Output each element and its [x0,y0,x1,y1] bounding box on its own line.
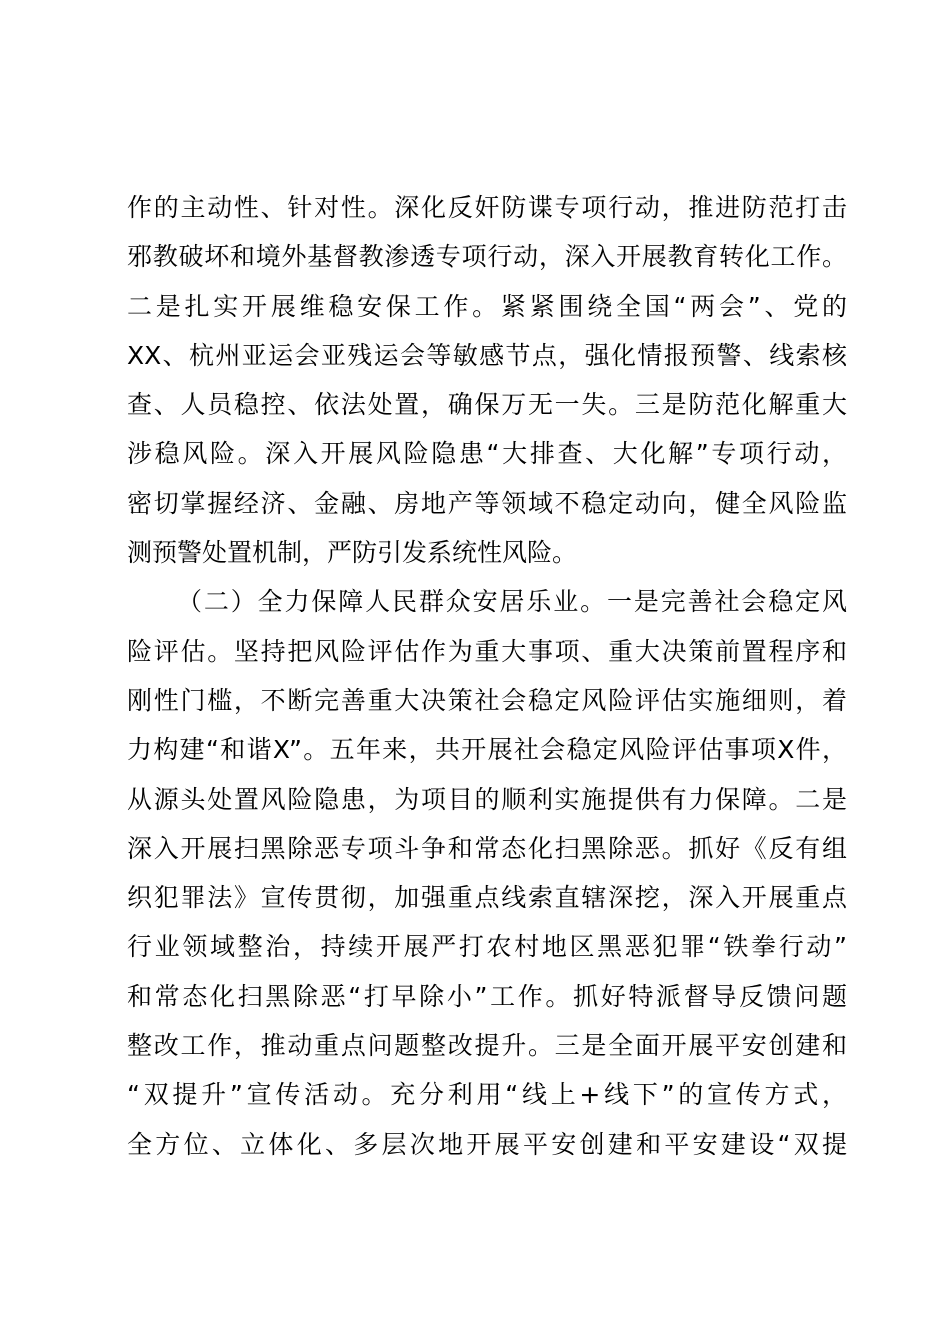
text-line: 刚性门槛，不断完善重大决策社会稳定风险评估实施细则，着 [127,685,847,715]
text-line: 密切掌握经济、金融、房地产等领域不稳定动向，健全风险监 [127,488,847,518]
text-line: 作的主动性、针对性。深化反奸防谍专项行动，推进防范打击 [127,193,847,222]
text-line: 行业领域整治，持续开展严打农村地区黑恶犯罪“铁拳行动” [127,932,847,962]
text-line: 查、人员稳控、依法处置，确保万无一失。三是防范化解重大 [127,390,847,420]
body-text [127,183,847,1169]
text-line: “双提升”宣传活动。充分利用“线上+线下”的宣传方式， [127,1080,847,1110]
text-line: 织犯罪法》宣传贯彻，加强重点线索直辖深挖，深入开展重点 [127,883,847,913]
text-line: 从源头处置风险隐患，为项目的顺利实施提供有力保障。二是 [127,784,847,814]
text-line: 力构建“和谐X”。五年来，共开展社会稳定风险评估事项X件， [127,735,847,765]
text-line: 整改工作，推动重点问题整改提升。三是全面开展平安创建和 [127,1031,847,1061]
text-line: 险评估。坚持把风险评估作为重大事项、重大决策前置程序和 [127,636,847,666]
text-line: 邪教破坏和境外基督教渗透专项行动，深入开展教育转化工作。 [127,242,847,272]
text-line: 和常态化扫黑除恶“打早除小”工作。抓好特派督导反馈问题 [127,981,847,1011]
text-line: 涉稳风险。深入开展风险隐患“大排查、大化解”专项行动， [127,439,847,469]
text-line: 测预警处置机制，严防引发系统性风险。 [127,538,578,568]
text-line: 深入开展扫黑除恶专项斗争和常态化扫黑除恶。抓好《反有组 [127,833,847,863]
text-line: 二是扎实开展维稳安保工作。紧紧围绕全国“两会”、党的 [127,291,847,321]
section-heading-line: （二）全力保障人民群众安居乐业。一是完善社会稳定风 [177,587,847,617]
text-line: XX、杭州亚运会亚残运会等敏感节点，强化情报预警、线索核 [127,340,847,370]
text-line: 全方位、立体化、多层次地开展平安创建和平安建设“双提 [127,1129,847,1159]
